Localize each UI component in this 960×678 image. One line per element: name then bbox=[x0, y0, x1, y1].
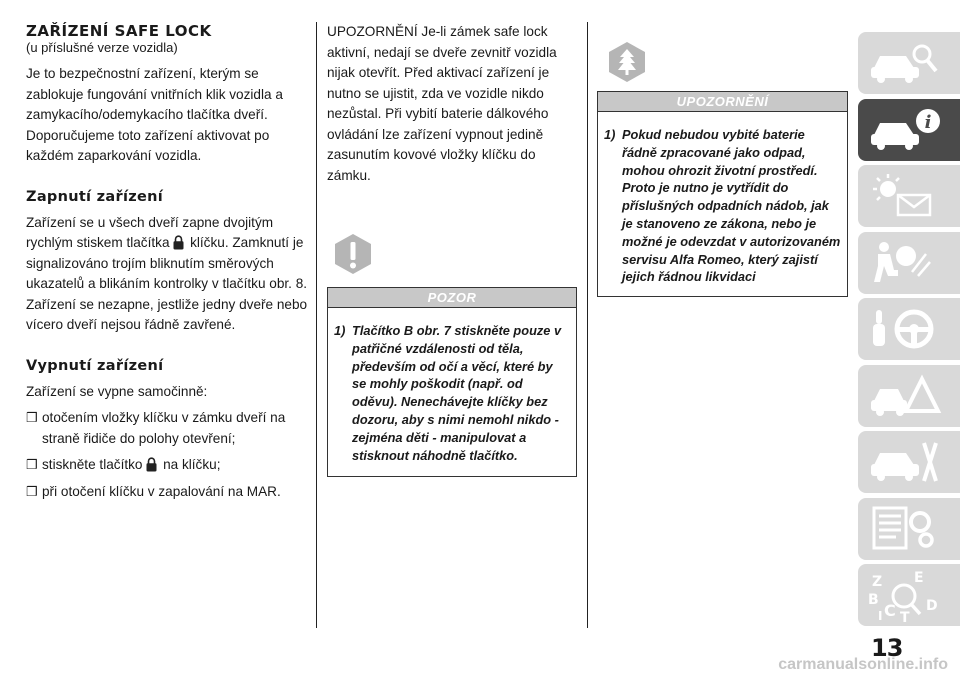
car-info-icon bbox=[868, 105, 944, 155]
section-title: ZAŘÍZENÍ SAFE LOCK bbox=[26, 22, 212, 40]
list-item bbox=[26, 408, 308, 449]
column-right bbox=[597, 22, 848, 297]
environment-tree-icon bbox=[607, 40, 647, 84]
car-search-icon bbox=[868, 38, 944, 88]
car-warning-triangle-icon bbox=[868, 371, 944, 421]
activation-text-end: klíčku. Zamknutí je signalizováno trojím bliknutím směrových ukazatelů a blikáním kontrolky v tlačítku obr. 8. Zařízení se nezapne, jestliže jedny dveře nebo vícero dveří nejsou řádně zavřené. bbox=[26, 235, 308, 332]
watermark: carmanualsonline.info bbox=[778, 656, 948, 673]
car-tools-icon bbox=[868, 437, 944, 487]
chapter-sidebar bbox=[858, 32, 960, 631]
tab-driving[interactable] bbox=[858, 298, 960, 360]
tab-warning-lights[interactable] bbox=[858, 165, 960, 227]
column-left bbox=[26, 22, 308, 502]
lock-button-icon bbox=[173, 235, 184, 250]
item-text: Pokud nebudou vybité baterie řádně zpracované jako odpad, mohou ohrozit životní prostředí. Proto je nutno je vytřídit do příslušných odpadních nádob, jak je stanoveno ze zákona, nebo je možné je odevzdat v autorizovaném servisu Alfa Romeo, který zajistí jejich řádnou likvidaci bbox=[622, 127, 841, 285]
bullet-marker: ❒ bbox=[26, 457, 38, 472]
lock-button-icon bbox=[146, 457, 157, 472]
column-divider bbox=[316, 22, 317, 628]
tab-servicing[interactable] bbox=[858, 431, 960, 493]
warning-paragraph: UPOZORNĚNÍ Je-li zámek safe lock aktivní, nedají se dveře zevnitř vozidla nijak otevřít. Před aktivací zařízení je nutno se ujistit, zda ve vozidle nikdo nezůstal. Při vybití baterie dálkového ovládání lze zařízení vypnout jedině zasunutím kovové vložky klíčku do zámku. bbox=[327, 24, 557, 183]
activation-text-start: Zařízení se u všech dveří zapne dvojitým rychlým stiskem tlačítka bbox=[26, 214, 274, 250]
activation-paragraph bbox=[26, 213, 308, 336]
bullet-text: otočením vložky klíčku v zámku dveří na straně řidiče do polohy otevření; bbox=[42, 410, 286, 446]
index-letter: E bbox=[914, 570, 924, 586]
bullet-marker: ❒ bbox=[26, 410, 38, 425]
list-item bbox=[604, 126, 841, 286]
bullet-text: při otočení klíčku v zapalování na MAR. bbox=[42, 483, 281, 499]
page-number: 13 bbox=[871, 634, 903, 662]
tab-getting-to-know[interactable] bbox=[858, 32, 960, 94]
tab-in-emergency[interactable] bbox=[858, 365, 960, 427]
steering-wheel-icon bbox=[868, 304, 944, 354]
info-glyph: i bbox=[924, 111, 932, 133]
item-text: Tlačítko B obr. 7 stiskněte pouze v patřičné vzdálenosti od těla, především od očí a věcí, které by se mohly poškodit (např. od oděvu). Nenechávejte klíčky bez dozoru, aby s nimi nemohl nikdo - zejména děti - manipulovat a stisknout náhodně tlačítko. bbox=[352, 323, 562, 463]
tab-emergency[interactable] bbox=[858, 232, 960, 294]
column-middle bbox=[327, 22, 577, 477]
version-note: (u příslušné verze vozidla) bbox=[26, 40, 178, 55]
tab-safety[interactable] bbox=[858, 99, 960, 161]
index-letter: T bbox=[900, 610, 910, 626]
index-letter: B bbox=[868, 592, 879, 608]
bullet-marker: ❒ bbox=[26, 483, 38, 499]
index-letter: C bbox=[884, 601, 896, 620]
caution-banner: POZOR bbox=[327, 287, 577, 308]
list-item bbox=[26, 482, 308, 503]
tech-specs-icon bbox=[868, 504, 944, 554]
notice-banner: UPOZORNĚNÍ bbox=[597, 91, 848, 112]
column-divider bbox=[587, 22, 588, 628]
airbag-icon bbox=[868, 238, 944, 288]
intro-paragraph: Je to bezpečnostní zařízení, kterým se zablokuje fungování vnitřních klik vozidla a zamykacího/odemykacího tlačítka dveří. Doporučujeme toto zařízení aktivovat po každém zaparkování vozidla. bbox=[26, 66, 283, 163]
heading-deactivation: Vypnutí zařízení bbox=[26, 357, 164, 374]
notice-box bbox=[597, 112, 848, 297]
heading-activation: Zapnutí zařízení bbox=[26, 188, 163, 205]
item-number: 1) bbox=[334, 323, 346, 338]
index-letter: Z bbox=[872, 574, 883, 590]
list-item bbox=[334, 322, 570, 464]
caution-box bbox=[327, 308, 577, 477]
index-letter: D bbox=[926, 598, 938, 614]
item-number: 1) bbox=[604, 127, 616, 142]
list-item bbox=[26, 455, 308, 476]
bullet-text-start: stiskněte tlačítko bbox=[42, 457, 143, 472]
exclamation-warning-icon bbox=[333, 232, 373, 276]
alphabet-index-icon bbox=[868, 570, 944, 626]
tab-technical-data[interactable] bbox=[858, 498, 960, 560]
bullet-text bbox=[42, 455, 220, 476]
warning-lights-icon bbox=[868, 171, 944, 221]
tab-index[interactable] bbox=[858, 564, 960, 626]
deactivation-intro: Zařízení se vypne samočinně: bbox=[26, 383, 208, 399]
index-letter: I bbox=[878, 609, 883, 623]
bullet-text-end: na klíčku; bbox=[163, 457, 221, 472]
